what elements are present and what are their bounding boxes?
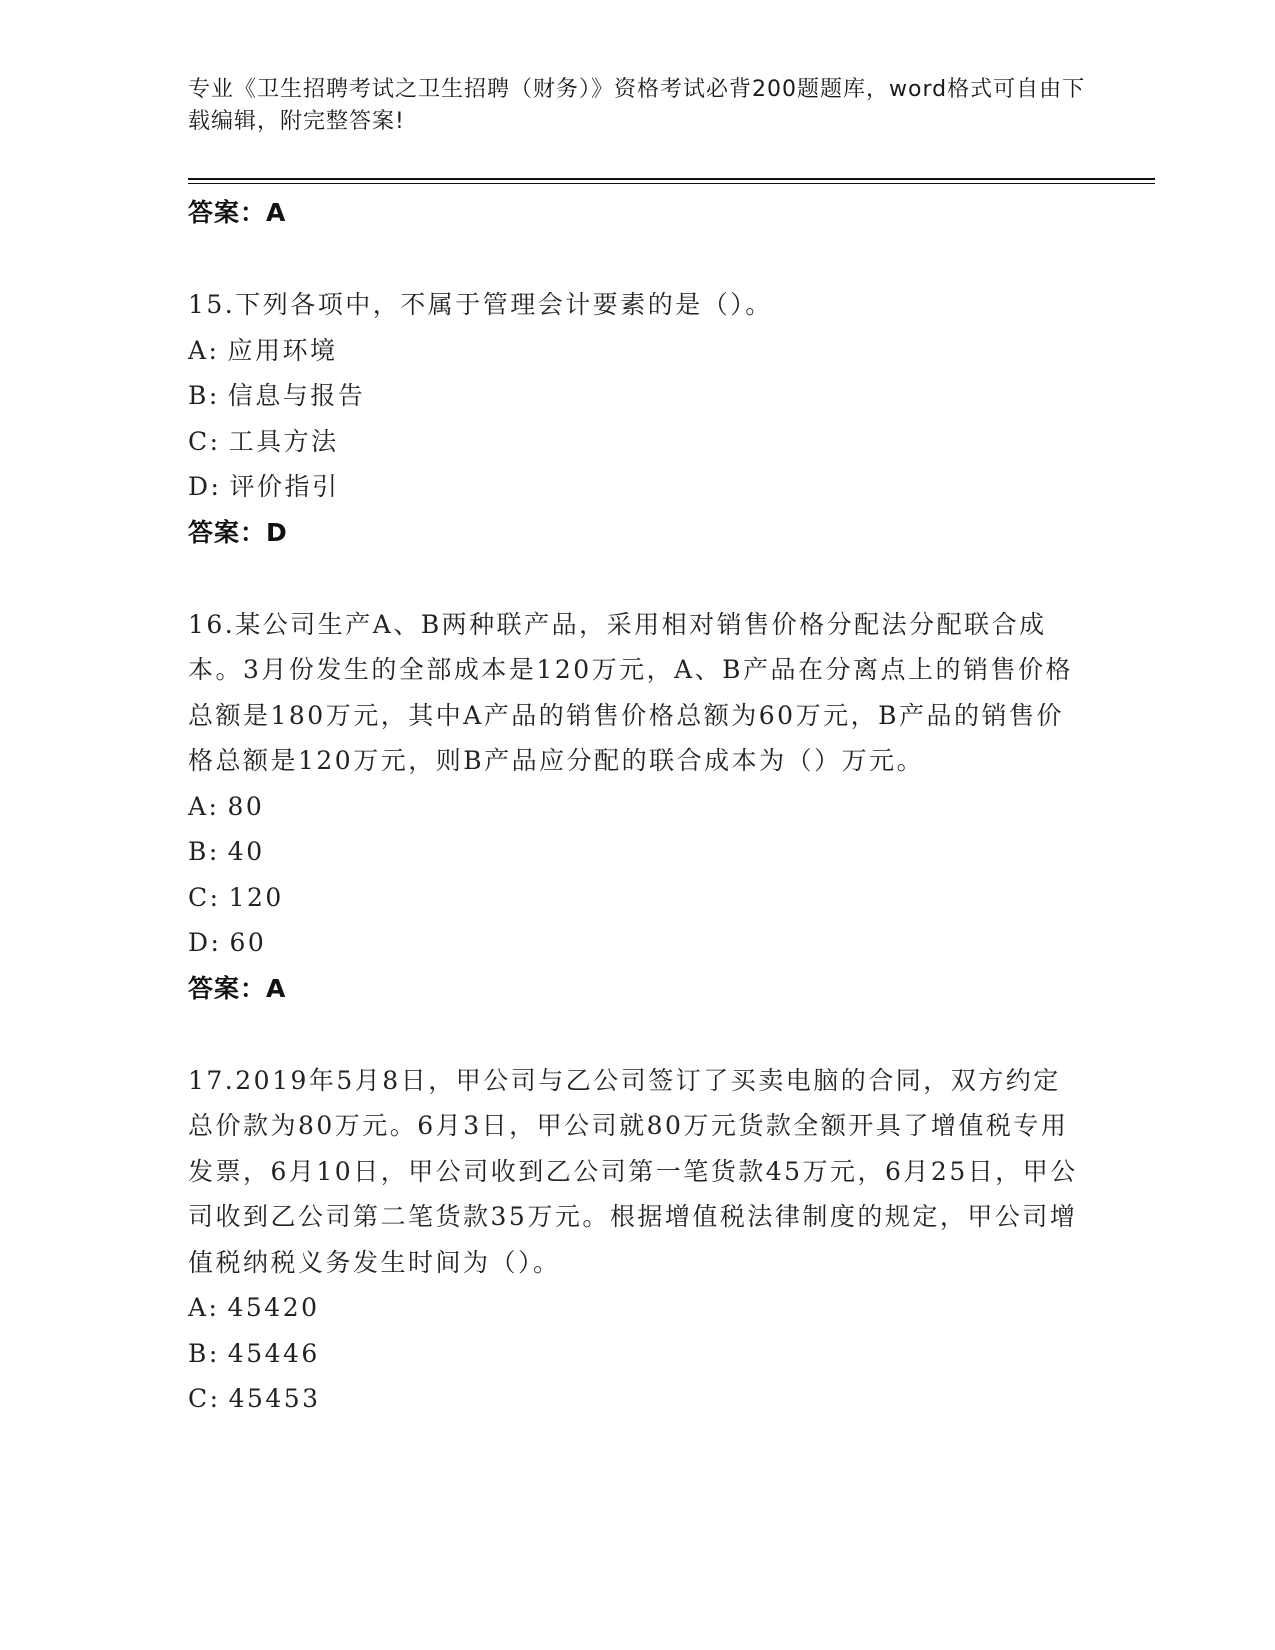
answer-line (188, 190, 1088, 236)
header-rule-thin (188, 183, 1155, 184)
option-label: A: (188, 1293, 220, 1322)
question-15 (188, 282, 1088, 556)
option-text: 工具方法 (228, 426, 339, 456)
answer-value: A (266, 198, 287, 227)
option-label: A: (188, 335, 220, 365)
document-header: 专业《卫生招聘考试之卫生招聘（财务）》资格考试必背200题题库，word格式可自由下载编辑，附完整答案! (188, 77, 1086, 134)
option-label: B: (188, 381, 220, 410)
question-stem: 15.下列各项中，不属于管理会计要素的是（）。 (188, 290, 773, 319)
option-b (188, 829, 1088, 875)
document-body (188, 190, 1088, 1422)
option-label: C: (188, 1384, 221, 1413)
answer-value: D (266, 517, 288, 547)
option-a (188, 784, 1088, 830)
option-label: B: (188, 837, 220, 866)
option-label: B: (188, 1338, 220, 1368)
question-17 (188, 1058, 1088, 1422)
question-stem: 17.2019年5月8日，甲公司与乙公司签订了买卖电脑的合同，双方约定总价款为80万元。6月3日，甲公司就80万元货款全额开具了增值税专用发票，6月10日，甲公司收到乙公司第一笔货款45万元，6月25日，甲公司收到乙公司第二笔货款35万元。根据增值税法律制度的规定，甲公司增值税纳税义务发生时间为（）。 (188, 1065, 1078, 1277)
option-text: 应用环境 (227, 335, 338, 365)
option-label: C: (188, 426, 221, 456)
option-text: 120 (228, 882, 284, 912)
option-text: 40 (227, 837, 265, 866)
question-16 (188, 602, 1088, 1012)
option-d (188, 920, 1088, 966)
option-a (188, 1285, 1088, 1331)
option-b (188, 373, 1088, 419)
option-c (188, 1376, 1088, 1422)
option-c (188, 875, 1088, 921)
option-text: 45446 (227, 1338, 320, 1368)
answer-prefix: 答案： (188, 198, 267, 227)
option-text: 80 (227, 791, 265, 821)
option-text: 评价指引 (229, 472, 340, 501)
option-text: 45453 (228, 1384, 321, 1413)
option-text: 信息与报告 (227, 381, 366, 410)
option-label: D: (188, 928, 222, 957)
question-stem: 16.某公司生产A、B两种联产品，采用相对销售价格分配法分配联合成本。3月份发生的全部成本是120万元，A、B产品在分离点上的销售价格总额是180万元，其中A产品的销售价格总额为60万元，B产品的销售价格总额是120万元，则B产品应分配的联合成本为（）万元。 (188, 609, 1074, 775)
option-text: 60 (229, 928, 267, 957)
option-label: A: (188, 791, 220, 821)
answer-value: A (266, 973, 287, 1003)
answer-line (188, 510, 1088, 556)
answer-line (188, 966, 1088, 1012)
option-text: 45420 (227, 1293, 320, 1322)
option-a (188, 328, 1088, 374)
option-c (188, 419, 1088, 465)
answer-prefix: 答案： (188, 517, 267, 547)
option-label: C: (188, 882, 221, 912)
option-label: D: (188, 472, 222, 501)
option-d (188, 464, 1088, 510)
answer-prefix: 答案： (188, 973, 267, 1003)
header-rule-thick (188, 178, 1155, 180)
option-b (188, 1331, 1088, 1377)
